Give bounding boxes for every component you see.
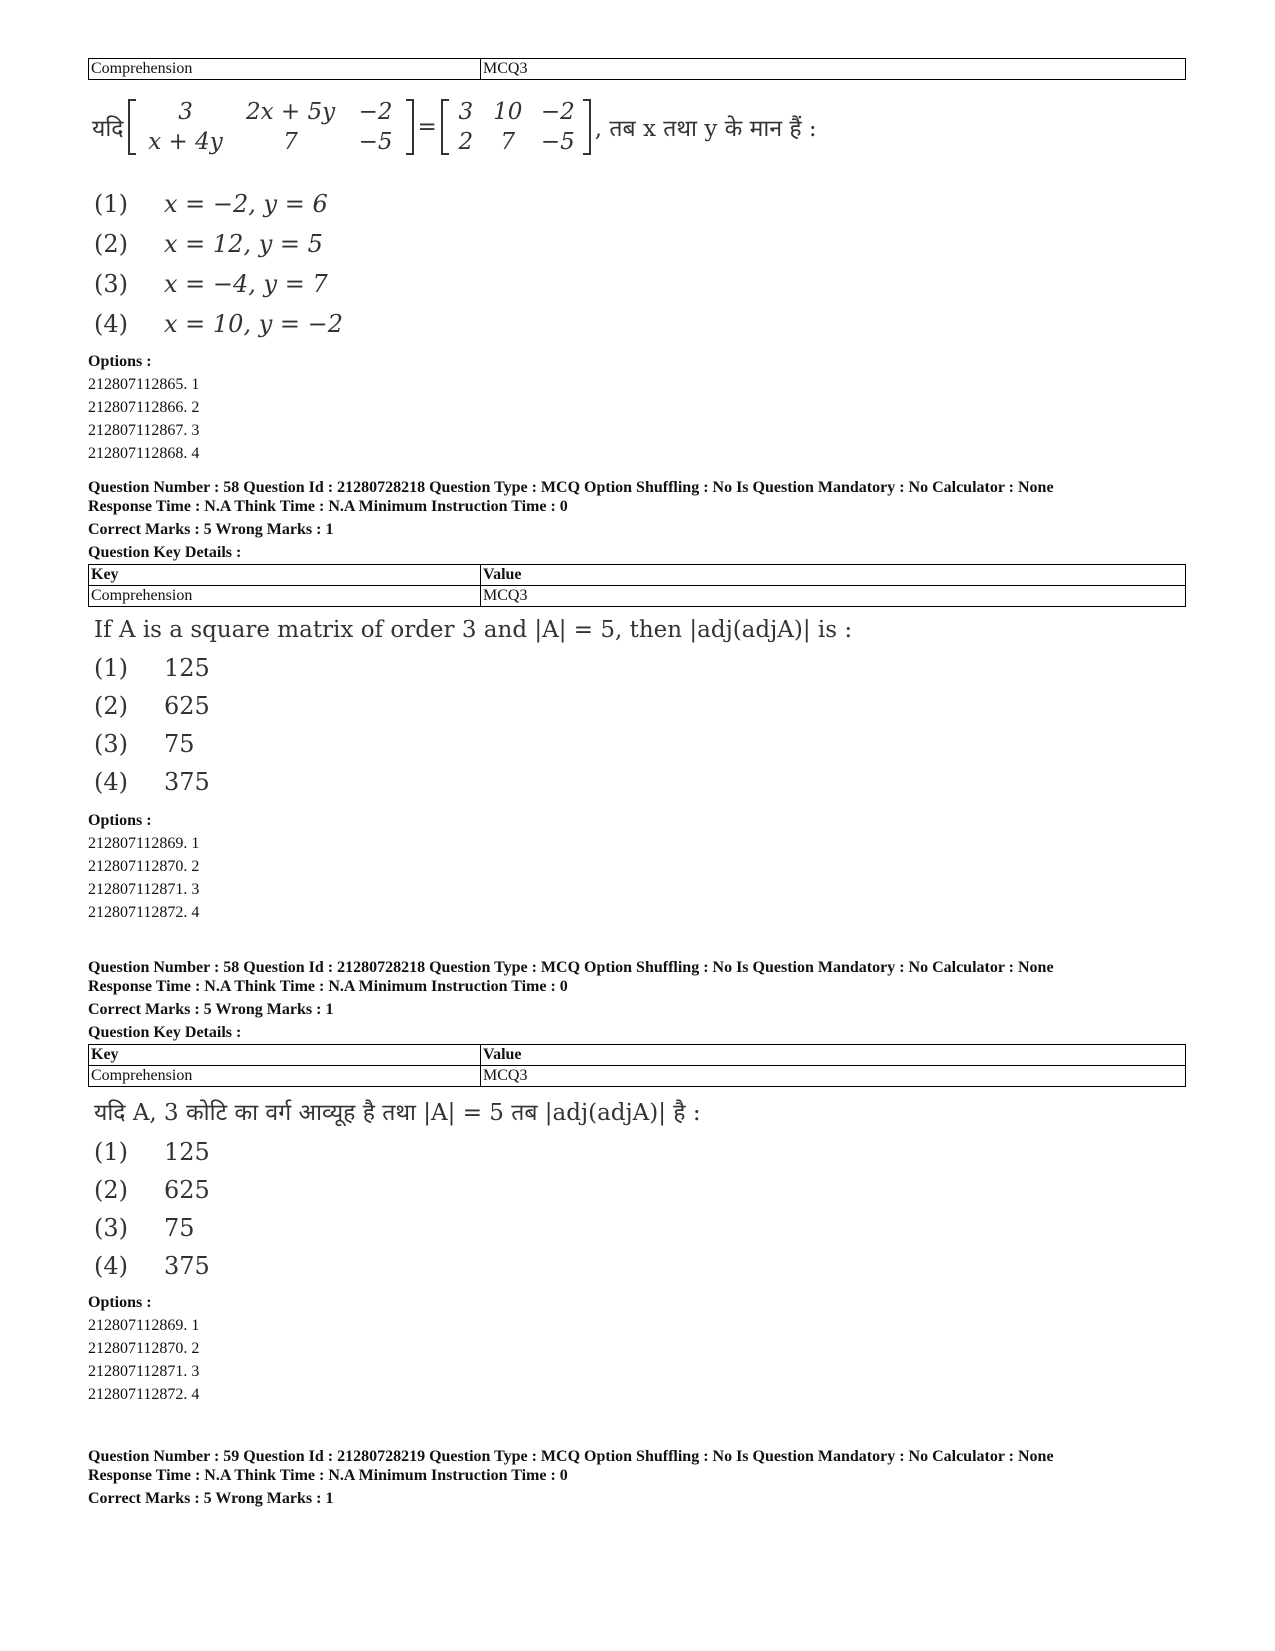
answer-item (88, 725, 1186, 763)
matrix-cell: −5 (358, 129, 393, 155)
answer-text: 625 (164, 1176, 210, 1204)
key-value-table (88, 1044, 1186, 1087)
answer-number: (4) (94, 1252, 128, 1280)
answer-text: 75 (164, 730, 195, 758)
answer-number: (3) (94, 1214, 128, 1242)
key-value-table (88, 564, 1186, 607)
question-timing: Response Time : N.A Think Time : N.A Minimum Instruction Time : 0 (88, 498, 568, 515)
table-row (89, 59, 1186, 80)
table-row (89, 1066, 1186, 1087)
answer-text: 75 (164, 1214, 195, 1242)
matrix-cell: 3 (178, 99, 193, 125)
question-block-59 (88, 1447, 1054, 1508)
matrix-cell: 2x + 5y (245, 99, 336, 125)
matrix-question (88, 88, 1186, 166)
question-timing: Response Time : N.A Think Time : N.A Minimum Instruction Time : 0 (88, 978, 568, 995)
matrix-cell: 2 (458, 129, 474, 155)
key-header: Key (89, 1045, 481, 1066)
options-section (88, 809, 1186, 924)
answer-list (88, 1133, 1186, 1285)
key-details-heading: Question Key Details : (88, 1024, 242, 1041)
equals-sign: = (417, 114, 437, 140)
answer-text: x = −4, y = 7 (164, 270, 328, 298)
value-header: Value (481, 1045, 1186, 1066)
question-meta: Question Number : 58 Question Id : 21280728218 Question Type : MCQ Option Shuffling : No Is Question Mandatory : No Calculator : None (88, 959, 1054, 976)
matrix-cell: −2 (540, 99, 575, 125)
question-text: If A is a square matrix of order 3 and |A| = 5, then |adj(adjA)| is : (94, 617, 853, 643)
options-section (88, 1291, 1186, 1406)
answer-text: 125 (164, 654, 210, 682)
answer-list (88, 649, 1186, 801)
option-id: 212807112872. 4 (88, 1386, 200, 1403)
matrix-cell: 10 (493, 99, 523, 125)
key-details-heading: Question Key Details : (88, 544, 242, 561)
option-id: 212807112869. 1 (88, 835, 200, 852)
answer-item (88, 304, 1186, 344)
matrix-cell: 7 (500, 129, 516, 155)
answer-item (88, 649, 1186, 687)
answer-number: (2) (94, 230, 128, 258)
question-block-57-hindi (88, 58, 1186, 465)
value-cell: MCQ3 (481, 586, 1186, 607)
answer-number: (1) (94, 1138, 128, 1166)
answer-text: x = −2, y = 6 (164, 190, 328, 218)
answer-list (88, 184, 1186, 344)
answer-number: (2) (94, 692, 128, 720)
value-header: Value (481, 565, 1186, 586)
matrix-cell: 3 (458, 99, 474, 125)
key-cell: Comprehension (89, 586, 481, 607)
option-id: 212807112871. 3 (88, 1363, 200, 1380)
question-block-58-english (88, 478, 1186, 924)
matrix-left (128, 99, 414, 155)
marks-line: Correct Marks : 5 Wrong Marks : 1 (88, 1490, 334, 1507)
answer-text: 375 (164, 1252, 210, 1280)
option-id: 212807112870. 2 (88, 1340, 200, 1357)
question-text: यदि A, 3 कोटि का वर्ग आव्यूह है तथा |A| = 5 तब |adj(adjA)| है : (94, 1100, 701, 1126)
question-suffix: , तब x तथा y के मान हैं : (594, 116, 817, 142)
key-value-table (88, 58, 1186, 80)
option-id: 212807112868. 4 (88, 445, 200, 462)
answer-number: (4) (94, 310, 128, 338)
question-meta: Question Number : 59 Question Id : 21280728219 Question Type : MCQ Option Shuffling : No Is Question Mandatory : No Calculator : None (88, 1448, 1054, 1465)
answer-number: (4) (94, 768, 128, 796)
answer-number: (1) (94, 654, 128, 682)
matrix-cell: 7 (283, 129, 298, 155)
matrix-right (441, 99, 591, 155)
answer-item (88, 687, 1186, 725)
answer-text: 125 (164, 1138, 210, 1166)
question-prefix: यदि (92, 116, 124, 142)
answer-item (88, 224, 1186, 264)
question-timing: Response Time : N.A Think Time : N.A Minimum Instruction Time : 0 (88, 1467, 568, 1484)
options-label: Options : (88, 812, 152, 829)
answer-item (88, 1133, 1186, 1171)
answer-text: x = 12, y = 5 (164, 230, 323, 258)
matrix-cell: −2 (358, 99, 393, 125)
table-header-row (89, 565, 1186, 586)
answer-number: (2) (94, 1176, 128, 1204)
answer-text: 375 (164, 768, 210, 796)
table-row (89, 586, 1186, 607)
key-cell: Comprehension (89, 1066, 481, 1087)
option-id: 212807112865. 1 (88, 376, 200, 393)
answer-item (88, 184, 1186, 224)
option-id: 212807112869. 1 (88, 1317, 200, 1334)
matrix-cell: −5 (540, 129, 575, 155)
option-id: 212807112871. 3 (88, 881, 200, 898)
options-label: Options : (88, 1294, 152, 1311)
answer-item (88, 763, 1186, 801)
option-id: 212807112870. 2 (88, 858, 200, 875)
marks-line: Correct Marks : 5 Wrong Marks : 1 (88, 1001, 334, 1018)
answer-item (88, 1209, 1186, 1247)
table-header-row (89, 1045, 1186, 1066)
options-label: Options : (88, 353, 152, 370)
option-id: 212807112867. 3 (88, 422, 200, 439)
value-cell: MCQ3 (481, 1066, 1186, 1087)
key-header: Key (89, 565, 481, 586)
option-id: 212807112872. 4 (88, 904, 200, 921)
answer-item (88, 1171, 1186, 1209)
key-cell: Comprehension (89, 59, 481, 80)
options-section (88, 350, 1186, 465)
question-meta: Question Number : 58 Question Id : 21280728218 Question Type : MCQ Option Shuffling : No Is Question Mandatory : No Calculator : None (88, 479, 1054, 496)
marks-line: Correct Marks : 5 Wrong Marks : 1 (88, 521, 334, 538)
answer-number: (3) (94, 270, 128, 298)
answer-text: 625 (164, 692, 210, 720)
option-id: 212807112866. 2 (88, 399, 200, 416)
answer-number: (3) (94, 730, 128, 758)
question-block-58-hindi (88, 958, 1186, 1406)
answer-item (88, 264, 1186, 304)
answer-text: x = 10, y = −2 (164, 310, 344, 338)
value-cell: MCQ3 (481, 59, 1186, 80)
matrix-cell: x + 4y (148, 129, 223, 155)
answer-number: (1) (94, 190, 128, 218)
answer-item (88, 1247, 1186, 1285)
